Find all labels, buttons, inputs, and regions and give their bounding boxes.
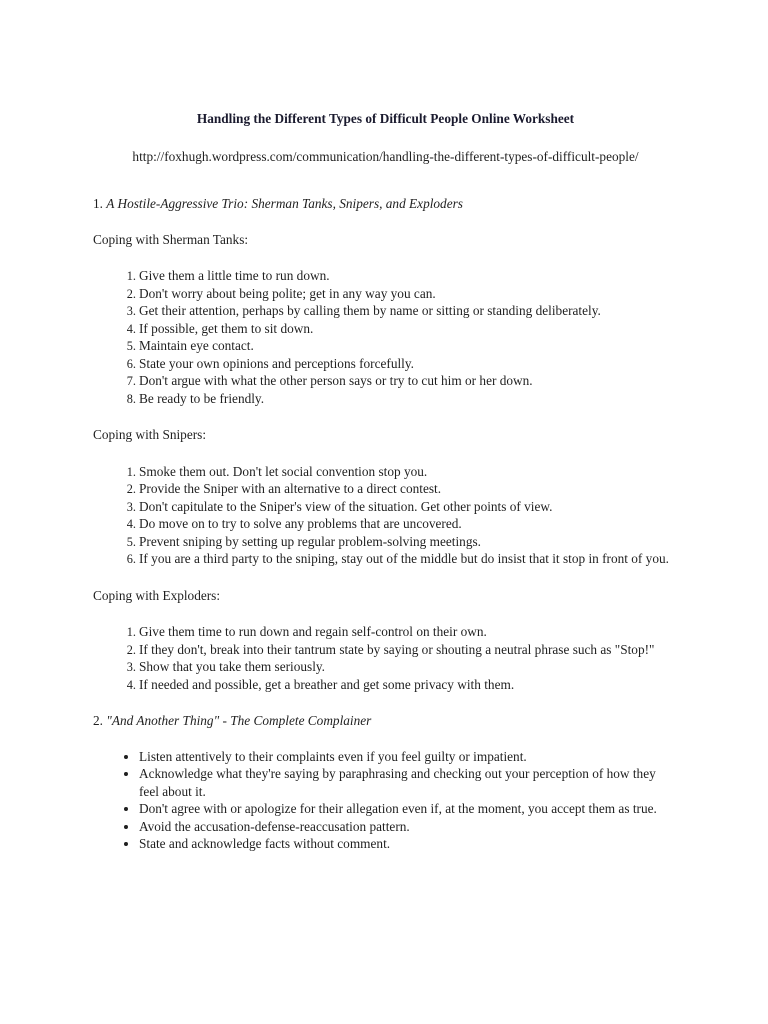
list-item: • Don't agree with or apologize for their allegation even if, at the moment, you accept them as true.	[139, 800, 678, 818]
exploders-list	[93, 623, 678, 693]
list-item: • Listen attentively to their complaints even if you feel guilty or impatient.	[139, 748, 678, 766]
list-item: 3. Don't capitulate to the Sniper's view of the situation. Get other points of view.	[139, 498, 678, 516]
section-1-number: 1.	[93, 196, 107, 211]
snipers-list	[93, 463, 678, 568]
list-item: • State and acknowledge facts without comment.	[139, 835, 678, 853]
snipers-heading: Coping with Snipers:	[93, 427, 207, 442]
list-item: 1. Smoke them out. Don't let social convention stop you.	[139, 463, 678, 481]
list-item: 4. If needed and possible, get a breather and get some privacy with them.	[139, 676, 678, 694]
section-1-title: A Hostile-Aggressive Trio: Sherman Tanks, Snipers, and Exploders	[106, 196, 463, 211]
source-url: http://foxhugh.wordpress.com/communication/handling-the-different-types-of-difficult-people/	[132, 148, 639, 164]
list-item: 2. Provide the Sniper with an alternative to a direct contest.	[139, 480, 678, 498]
document-title: Handling the Different Types of Difficult People Online Worksheet	[196, 111, 575, 126]
section-1-heading	[93, 195, 678, 213]
section-2-heading	[93, 712, 678, 730]
list-item: 8. Be ready to be friendly.	[139, 390, 678, 408]
list-item: 6. State your own opinions and perceptions forcefully.	[139, 355, 678, 373]
list-item: 5. Maintain eye contact.	[139, 337, 678, 355]
list-item: 4. If possible, get them to sit down.	[139, 320, 678, 338]
list-item: 1. Give them time to run down and regain self-control on their own.	[139, 623, 678, 641]
list-item: • Avoid the accusation-defense-reaccusation pattern.	[139, 818, 678, 836]
list-item: 2. Don't worry about being polite; get in any way you can.	[139, 285, 678, 303]
list-item: 3. Show that you take them seriously.	[139, 658, 678, 676]
list-item: • Acknowledge what they're saying by paraphrasing and checking out your perception of how they feel about it.	[139, 765, 678, 800]
exploders-heading: Coping with Exploders:	[93, 587, 221, 603]
section-2-number: 2.	[93, 713, 107, 728]
sherman-tanks-list	[93, 267, 678, 407]
list-item: 2. If they don't, break into their tantrum state by saying or shouting a neutral phrase such as "Stop!"	[139, 641, 678, 659]
list-item: 4. Do move on to try to solve any problems that are uncovered.	[139, 515, 678, 533]
list-item: 3. Get their attention, perhaps by calling them by name or sitting or standing deliberately.	[139, 302, 678, 320]
complainer-list	[93, 748, 678, 853]
list-item: 7. Don't argue with what the other person says or try to cut him or her down.	[139, 372, 678, 390]
list-item: 1. Give them a little time to run down.	[139, 267, 678, 285]
sherman-tanks-heading: Coping with Sherman Tanks:	[93, 231, 249, 247]
section-2-title: "And Another Thing" - The Complete Complainer	[106, 713, 372, 728]
list-item: 6. If you are a third party to the sniping, stay out of the middle but do insist that it stop in front of you.	[139, 550, 678, 568]
list-item: 5. Prevent sniping by setting up regular problem-solving meetings.	[139, 533, 678, 551]
